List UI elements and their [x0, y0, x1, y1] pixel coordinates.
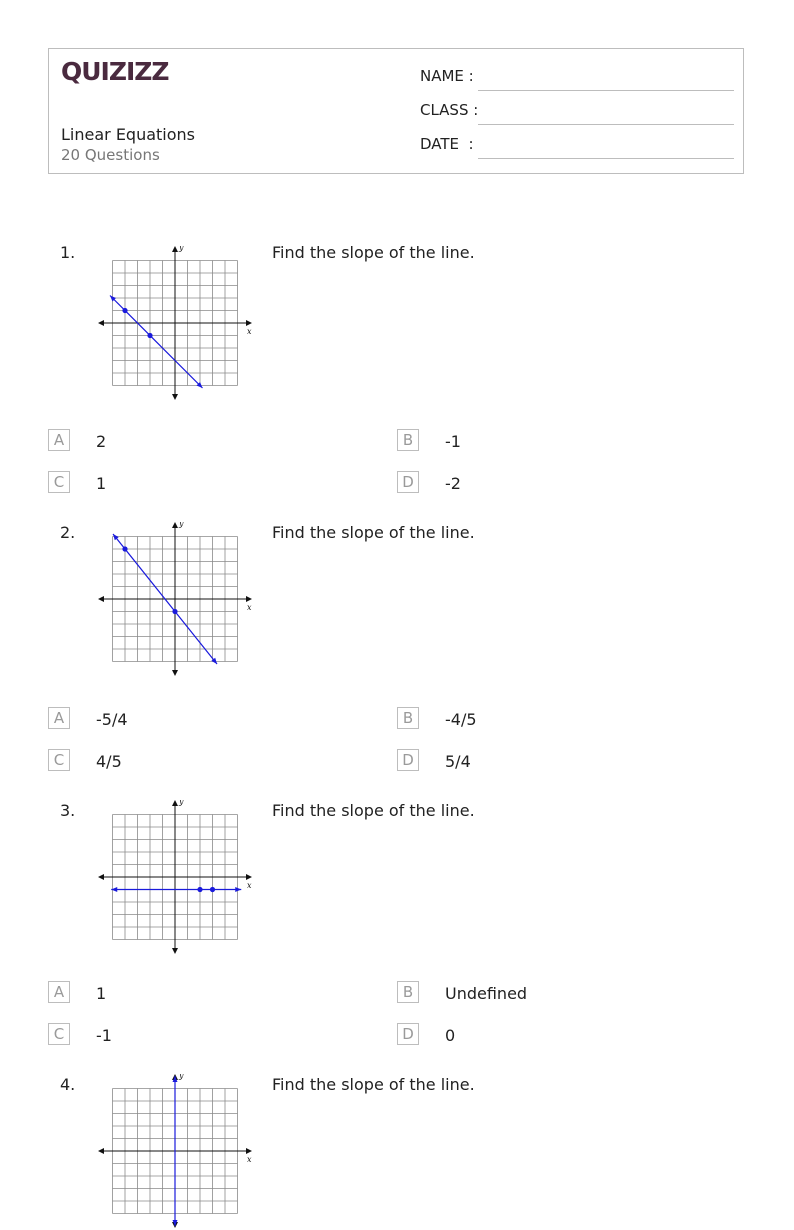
option-letter-b[interactable]: B [397, 707, 419, 729]
option-value-b[interactable]: Undefined [445, 984, 528, 1003]
y-axis-arrow-up [172, 522, 178, 528]
name-field[interactable] [420, 67, 734, 91]
x-axis-arrow-right [246, 320, 252, 326]
graph-point [147, 333, 152, 338]
option-value-a[interactable]: 1 [96, 984, 107, 1003]
date-field[interactable] [420, 135, 734, 159]
graph-point [122, 546, 127, 551]
question-number: 1. [60, 243, 76, 262]
option-value-b[interactable]: -4/5 [445, 710, 477, 729]
question-text: Find the slope of the line. [272, 801, 475, 820]
coordinate-graph [98, 522, 254, 678]
question-text: Find the slope of the line. [272, 523, 475, 542]
worksheet-title: Linear Equations [61, 125, 196, 144]
x-axis-arrow-left [98, 874, 104, 880]
x-axis-arrow-right [246, 1148, 252, 1154]
option-value-c[interactable]: 4/5 [96, 752, 122, 771]
question-number: 2. [60, 523, 76, 542]
option-letter-a[interactable]: A [48, 981, 70, 1003]
question-number: 3. [60, 801, 76, 820]
option-value-d[interactable]: -2 [445, 474, 461, 493]
option-value-c[interactable]: 1 [96, 474, 107, 493]
graph-point [122, 308, 127, 313]
option-value-a[interactable]: -5/4 [96, 710, 128, 729]
date-label: DATE : [420, 135, 474, 153]
y-axis-label: y [179, 1074, 184, 1080]
x-axis-arrow-left [98, 320, 104, 326]
question-text: Find the slope of the line. [272, 243, 475, 262]
y-axis-label: y [179, 246, 184, 252]
option-value-d[interactable]: 5/4 [445, 752, 471, 771]
x-axis-arrow-left [98, 596, 104, 602]
coordinate-graph [98, 246, 254, 402]
option-value-c[interactable]: -1 [96, 1026, 112, 1045]
coordinate-graph [98, 1074, 254, 1230]
option-value-a[interactable]: 2 [96, 432, 107, 451]
graph-point [172, 609, 177, 614]
question-number: 4. [60, 1075, 76, 1094]
option-letter-a[interactable]: A [48, 429, 70, 451]
x-axis-arrow-left [98, 1148, 104, 1154]
date-input-line[interactable] [478, 158, 734, 159]
question-count: 20 Questions [61, 146, 160, 164]
x-axis-label: x [247, 1155, 252, 1164]
class-label: CLASS : [420, 101, 479, 119]
graph-point [210, 887, 215, 892]
class-input-line[interactable] [478, 124, 734, 125]
y-axis-label: y [179, 800, 184, 806]
coordinate-graph [98, 800, 254, 956]
name-label: NAME : [420, 67, 474, 85]
name-input-line[interactable] [478, 90, 734, 91]
x-axis-arrow-right [246, 596, 252, 602]
option-letter-d[interactable]: D [397, 471, 419, 493]
x-axis-label: x [247, 881, 252, 890]
graph-line-arrow [235, 887, 241, 892]
option-letter-b[interactable]: B [397, 429, 419, 451]
option-letter-a[interactable]: A [48, 707, 70, 729]
option-letter-b[interactable]: B [397, 981, 419, 1003]
option-value-b[interactable]: -1 [445, 432, 461, 451]
class-field[interactable] [420, 101, 734, 125]
y-axis-label: y [179, 522, 184, 528]
option-letter-c[interactable]: C [48, 471, 70, 493]
question-text: Find the slope of the line. [272, 1075, 475, 1094]
worksheet-header [48, 48, 744, 174]
y-axis-arrow-up [172, 800, 178, 806]
y-axis-arrow-down [172, 394, 178, 400]
option-letter-d[interactable]: D [397, 1023, 419, 1045]
quizizz-logo: QUIZIZZ [61, 57, 169, 86]
option-letter-c[interactable]: C [48, 1023, 70, 1045]
y-axis-arrow-down [172, 948, 178, 954]
x-axis-label: x [247, 603, 252, 612]
option-value-d[interactable]: 0 [445, 1026, 456, 1045]
option-letter-d[interactable]: D [397, 749, 419, 771]
y-axis-arrow-up [172, 246, 178, 252]
option-letter-c[interactable]: C [48, 749, 70, 771]
x-axis-arrow-right [246, 874, 252, 880]
graph-point [197, 887, 202, 892]
y-axis-arrow-down [172, 670, 178, 676]
x-axis-label: x [247, 327, 252, 336]
